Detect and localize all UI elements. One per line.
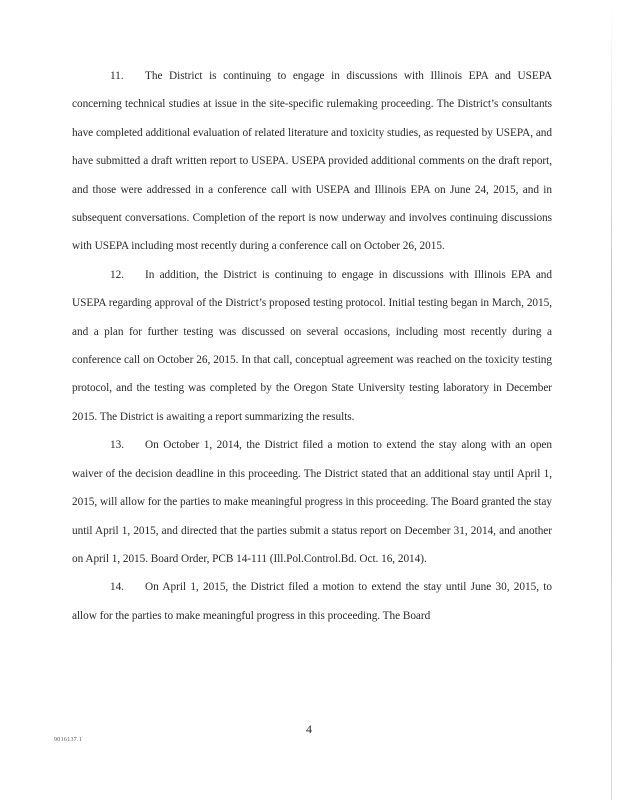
paragraph-text: On April 1, 2015, the District filed a motion to extend the stay until June 30, 2015, to allow for the parties to make meaningful progress in this proceeding. The Board: [72, 581, 552, 622]
paragraph-12: [72, 261, 552, 431]
scan-edge-line: [611, 0, 612, 800]
paragraph-14: [72, 573, 552, 630]
paragraph-13: [72, 431, 552, 573]
paragraph-text: On October 1, 2014, the District filed a motion to extend the stay along with an open waiver of the decision deadline in this proceeding. The District stated that an additional stay until April 1, 2015, will allow for the parties to make meaningful progress in this proceeding. The Board granted the stay until April 1, 2015, and directed that the parties submit a status report on December 31, 2014, and another on April 1, 2015. Board Order, PCB 14-111 (Ill.Pol.Control.Bd. Oct. 16, 2014).: [72, 439, 552, 565]
paragraph-11: [72, 62, 552, 261]
document-id: 9016137.1: [54, 737, 83, 743]
paragraph-text: In addition, the District is continuing to engage in discussions with Illinois EPA and USEPA regarding approval of the District’s proposed testing protocol. Initial testing began in March, 2015, and a plan for further testing was discussed on several occasions, including most recently during a conference call on October 26, 2015. In that call, conceptual agreement was reached on the toxicity testing protocol, and the testing was completed by the Oregon State University testing laboratory in December 2015. The District is awaiting a report summarizing the results.: [72, 268, 552, 423]
paragraph-number: 13.: [110, 439, 124, 452]
paragraph-text: The District is continuing to engage in discussions with Illinois EPA and USEPA concerning technical studies at issue in the site-specific rulemaking proceeding. The District’s consultants have completed additional evaluation of related literature and toxicity studies, as requested by USEPA, and have submitted a draft written report to USEPA. USEPA provided additional comments on the draft report, and those were addressed in a conference call with USEPA and Illinois EPA on June 24, 2015, and in subsequent conversations. Completion of the report is now underway and involves continuing discussions with USEPA including most recently during a conference call on October 26, 2015.: [72, 70, 552, 253]
paragraph-number: 11.: [110, 70, 124, 82]
document-body: [72, 62, 552, 630]
paragraph-number: 12.: [110, 268, 124, 281]
page-number: 4: [306, 722, 312, 736]
paragraph-number: 14.: [110, 581, 124, 594]
